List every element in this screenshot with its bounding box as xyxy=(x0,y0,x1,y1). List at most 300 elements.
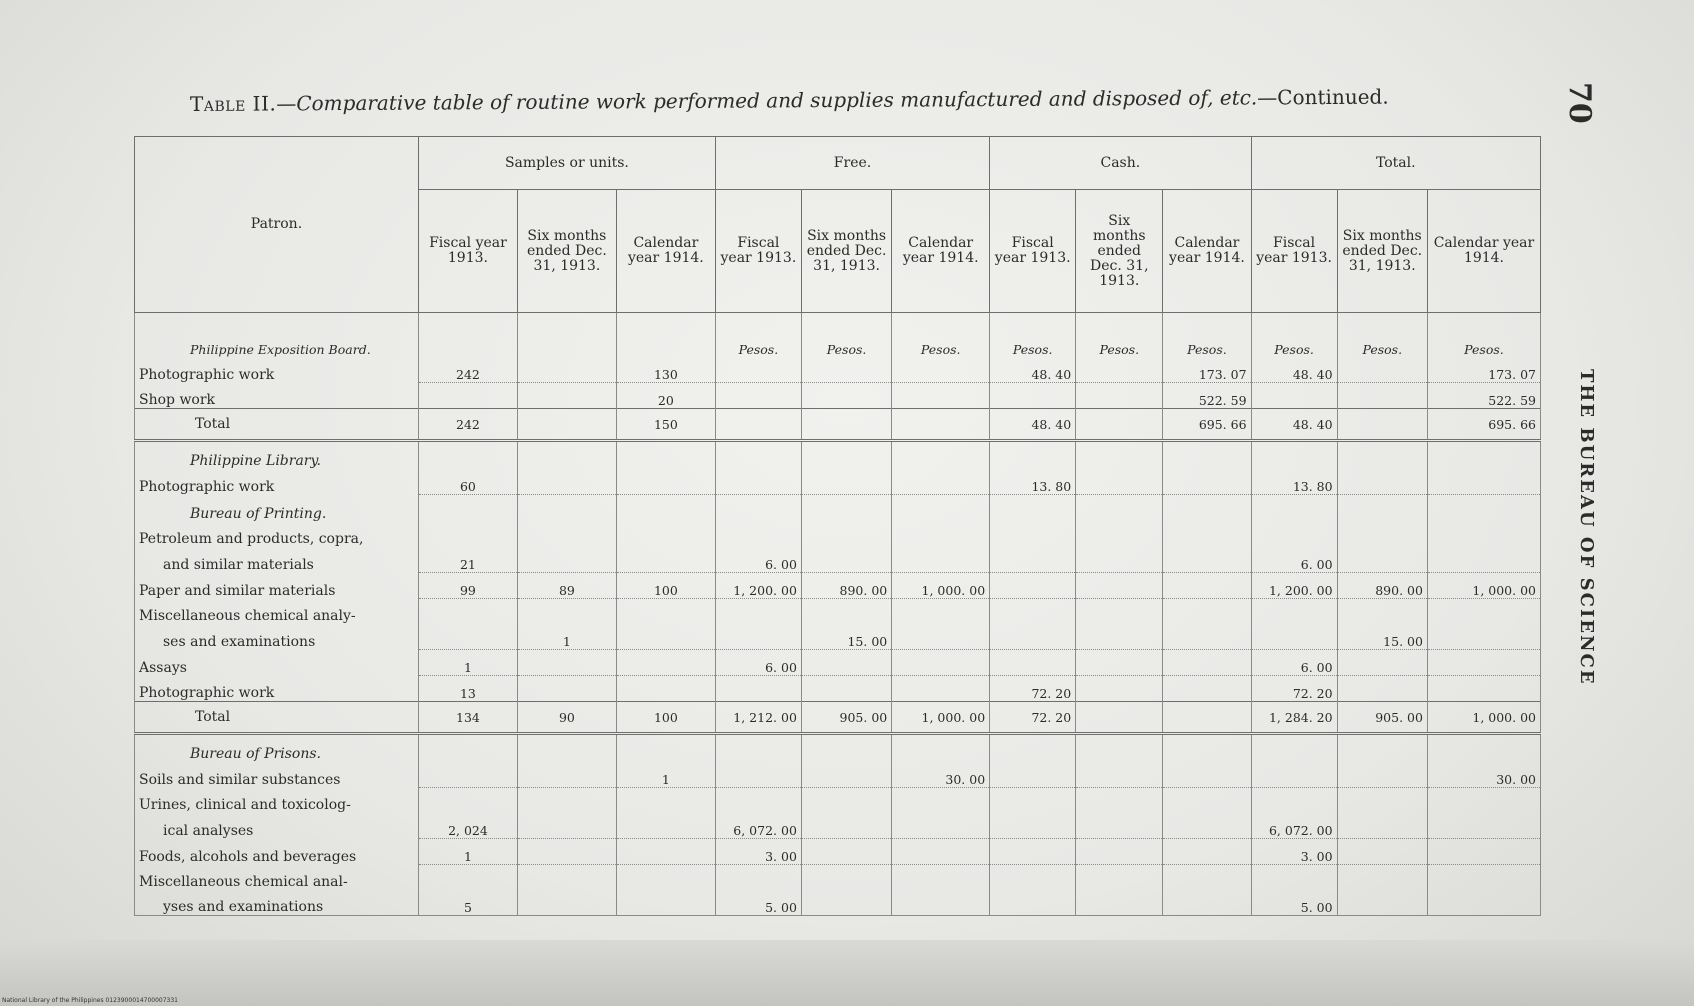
table-cell xyxy=(1251,762,1337,788)
table-cell: 30. 00 xyxy=(1427,762,1540,788)
table-cell xyxy=(1427,890,1540,916)
total-cell: 48. 40 xyxy=(1251,409,1337,441)
table-cell xyxy=(1337,839,1427,865)
empty-cell xyxy=(801,599,891,625)
empty-cell xyxy=(1076,441,1163,470)
total-cell: 695. 66 xyxy=(1163,409,1251,441)
table-cell xyxy=(1251,624,1337,650)
table-row xyxy=(135,522,1541,547)
table-cell xyxy=(1427,813,1540,839)
unit-label: Pesos. xyxy=(892,313,990,358)
table-cell xyxy=(517,890,616,916)
table-row xyxy=(135,573,1541,599)
empty-cell xyxy=(1163,495,1251,523)
empty-cell xyxy=(990,599,1076,625)
empty-cell xyxy=(801,734,891,763)
table-title-tail: —Continued. xyxy=(1257,84,1389,110)
patron-header: Patron. xyxy=(135,137,419,313)
total-cell: 100 xyxy=(616,702,715,734)
comparative-table xyxy=(134,136,1541,916)
table-cell xyxy=(990,839,1076,865)
table-cell: 30. 00 xyxy=(892,762,990,788)
table-cell xyxy=(715,357,801,383)
scan-credit: National Library of the Philippines 0123900014700007331 xyxy=(2,997,179,1004)
table-cell xyxy=(892,469,990,495)
row-label: Photographic work xyxy=(135,469,419,495)
empty-cell xyxy=(517,495,616,523)
table-cell: 3. 00 xyxy=(1251,839,1337,865)
header-group-row xyxy=(135,137,1541,190)
table-cell xyxy=(1076,839,1163,865)
table-cell: 6. 00 xyxy=(1251,650,1337,676)
table-cell xyxy=(1076,650,1163,676)
empty-cell xyxy=(1076,522,1163,547)
table-cell xyxy=(1251,383,1337,409)
section-title: Philippine Library. xyxy=(135,441,419,470)
empty-cell xyxy=(517,522,616,547)
group-header: Free. xyxy=(715,137,989,190)
unit-label: Pesos. xyxy=(1337,313,1427,358)
table-cell: 522. 59 xyxy=(1427,383,1540,409)
empty-cell xyxy=(418,788,517,814)
total-cell: 90 xyxy=(517,702,616,734)
empty-cell xyxy=(517,788,616,814)
table-cell: 48. 40 xyxy=(990,357,1076,383)
table-cell xyxy=(990,762,1076,788)
empty-cell xyxy=(1076,865,1163,891)
table-cell xyxy=(715,676,801,702)
table-cell: 173. 07 xyxy=(1163,357,1251,383)
table-row xyxy=(135,650,1541,676)
table-cell xyxy=(1076,762,1163,788)
table-cell: 15. 00 xyxy=(1337,624,1427,650)
row-label: ses and examinations xyxy=(135,624,419,650)
table-cell xyxy=(517,676,616,702)
total-row xyxy=(135,409,1541,441)
table-cell xyxy=(801,650,891,676)
empty-cell xyxy=(1427,441,1540,470)
total-cell xyxy=(1337,409,1427,441)
empty-cell xyxy=(892,865,990,891)
table-cell: 3. 00 xyxy=(715,839,801,865)
empty-cell xyxy=(715,865,801,891)
table-row xyxy=(135,383,1541,409)
table-cell xyxy=(1163,650,1251,676)
table-cell xyxy=(892,890,990,916)
table-cell: 72. 20 xyxy=(990,676,1076,702)
empty-cell xyxy=(715,441,801,470)
table-cell xyxy=(1163,813,1251,839)
unit-label: Pesos. xyxy=(1163,313,1251,358)
sub-header: Calendar year 1914. xyxy=(616,190,715,313)
section-row xyxy=(135,313,1541,358)
empty-cell xyxy=(1337,865,1427,891)
table-cell xyxy=(801,762,891,788)
table-cell xyxy=(990,813,1076,839)
table-cell xyxy=(1427,839,1540,865)
empty-cell xyxy=(1337,599,1427,625)
section-row xyxy=(135,734,1541,763)
table-cell xyxy=(1076,357,1163,383)
empty-cell xyxy=(616,522,715,547)
empty-cell xyxy=(616,599,715,625)
table-cell: 6. 00 xyxy=(1251,547,1337,573)
table-cell xyxy=(517,650,616,676)
empty-cell xyxy=(418,599,517,625)
row-label: Photographic work xyxy=(135,676,419,702)
empty-cell xyxy=(990,495,1076,523)
table-cell xyxy=(801,813,891,839)
table-cell: 48. 40 xyxy=(1251,357,1337,383)
total-cell xyxy=(1076,409,1163,441)
row-label: Paper and similar materials xyxy=(135,573,419,599)
empty-cell xyxy=(418,865,517,891)
table-cell xyxy=(1337,676,1427,702)
table-cell xyxy=(1337,650,1427,676)
empty-cell xyxy=(1251,599,1337,625)
table-cell xyxy=(1163,469,1251,495)
empty-cell xyxy=(1337,522,1427,547)
table-cell: 6, 072. 00 xyxy=(1251,813,1337,839)
row-label: Urines, clinical and toxicolog- xyxy=(135,788,419,814)
row-label: yses and examinations xyxy=(135,890,419,916)
unit-label: Pesos. xyxy=(1251,313,1337,358)
table-cell xyxy=(1163,762,1251,788)
empty-cell xyxy=(418,313,517,358)
empty-cell xyxy=(517,865,616,891)
table-cell: 1, 000. 00 xyxy=(1427,573,1540,599)
table-cell xyxy=(1427,469,1540,495)
total-cell: 905. 00 xyxy=(1337,702,1427,734)
empty-cell xyxy=(418,734,517,763)
table-cell xyxy=(517,547,616,573)
table-cell xyxy=(1163,547,1251,573)
row-label: Assays xyxy=(135,650,419,676)
empty-cell xyxy=(616,788,715,814)
empty-cell xyxy=(1427,788,1540,814)
table-cell xyxy=(892,813,990,839)
empty-cell xyxy=(1427,599,1540,625)
empty-cell xyxy=(1251,865,1337,891)
table-cell: 60 xyxy=(418,469,517,495)
empty-cell xyxy=(892,441,990,470)
table-cell xyxy=(1076,547,1163,573)
table-cell xyxy=(517,762,616,788)
table-cell xyxy=(715,383,801,409)
table-cell xyxy=(801,839,891,865)
empty-cell xyxy=(616,441,715,470)
table-cell xyxy=(1076,890,1163,916)
table-cell xyxy=(1076,813,1163,839)
table-title xyxy=(190,84,1490,116)
table-cell: 13. 80 xyxy=(1251,469,1337,495)
table-cell: 1 xyxy=(418,650,517,676)
empty-cell xyxy=(1337,495,1427,523)
table-cell: 173. 07 xyxy=(1427,357,1540,383)
empty-cell xyxy=(1163,865,1251,891)
total-cell xyxy=(715,409,801,441)
table-cell xyxy=(1163,573,1251,599)
table-row xyxy=(135,547,1541,573)
total-cell: 1, 000. 00 xyxy=(892,702,990,734)
table-row xyxy=(135,357,1541,383)
section-row xyxy=(135,441,1541,470)
table-cell xyxy=(418,624,517,650)
row-label: ical analyses xyxy=(135,813,419,839)
table-cell: 1 xyxy=(616,762,715,788)
table-cell xyxy=(1076,383,1163,409)
table-cell xyxy=(801,469,891,495)
row-label: Photographic work xyxy=(135,357,419,383)
total-cell: 1, 284. 20 xyxy=(1251,702,1337,734)
table-cell xyxy=(990,624,1076,650)
table-cell: 1 xyxy=(517,624,616,650)
table-title-italic: —Comparative table of routine work performed and supplies manufactured and disposed of, etc. xyxy=(276,85,1258,116)
empty-cell xyxy=(990,788,1076,814)
empty-cell xyxy=(1427,734,1540,763)
sub-header: Six months ended Dec. 31, 1913. xyxy=(1076,190,1163,313)
empty-cell xyxy=(990,734,1076,763)
row-label: Miscellaneous chemical anal- xyxy=(135,865,419,891)
sub-header: Calendar year 1914. xyxy=(892,190,990,313)
table-cell xyxy=(1337,469,1427,495)
empty-cell xyxy=(715,788,801,814)
table-cell xyxy=(616,624,715,650)
empty-cell xyxy=(892,788,990,814)
empty-cell xyxy=(418,522,517,547)
table-cell xyxy=(1427,676,1540,702)
section-row xyxy=(135,495,1541,523)
section-title: Bureau of Printing. xyxy=(135,495,419,523)
empty-cell xyxy=(892,734,990,763)
total-cell xyxy=(892,409,990,441)
table-cell xyxy=(616,890,715,916)
table-cell xyxy=(517,469,616,495)
table-cell: 522. 59 xyxy=(1163,383,1251,409)
table-cell xyxy=(616,469,715,495)
empty-cell xyxy=(1427,865,1540,891)
empty-cell xyxy=(715,734,801,763)
total-cell: 48. 40 xyxy=(990,409,1076,441)
table-cell: 6, 072. 00 xyxy=(715,813,801,839)
table-cell xyxy=(1337,813,1427,839)
total-row xyxy=(135,702,1541,734)
total-label: Total xyxy=(135,409,419,441)
empty-cell xyxy=(517,599,616,625)
table-cell xyxy=(1337,762,1427,788)
sub-header: Six months ended Dec. 31, 1913. xyxy=(1337,190,1427,313)
group-header: Samples or units. xyxy=(418,137,715,190)
unit-label: Pesos. xyxy=(1427,313,1540,358)
table-cell: 6. 00 xyxy=(715,547,801,573)
table-row xyxy=(135,469,1541,495)
table-row xyxy=(135,839,1541,865)
row-label: Petroleum and products, copra, xyxy=(135,522,419,547)
table-cell: 13. 80 xyxy=(990,469,1076,495)
empty-cell xyxy=(1251,788,1337,814)
empty-cell xyxy=(715,522,801,547)
table-cell xyxy=(892,547,990,573)
table-cell xyxy=(990,573,1076,599)
table-cell: 13 xyxy=(418,676,517,702)
table-cell: 5 xyxy=(418,890,517,916)
empty-cell xyxy=(1163,441,1251,470)
table-cell xyxy=(1337,547,1427,573)
empty-cell xyxy=(1337,441,1427,470)
row-label: Miscellaneous chemical analy- xyxy=(135,599,419,625)
table-title-lead: Table II. xyxy=(189,91,277,116)
table-cell: 5. 00 xyxy=(715,890,801,916)
unit-label: Pesos. xyxy=(801,313,891,358)
empty-cell xyxy=(1076,599,1163,625)
table-cell xyxy=(892,624,990,650)
empty-cell xyxy=(418,441,517,470)
empty-cell xyxy=(1076,495,1163,523)
empty-cell xyxy=(1251,522,1337,547)
total-cell: 905. 00 xyxy=(801,702,891,734)
table-cell xyxy=(616,676,715,702)
section-title: Philippine Exposition Board. xyxy=(135,313,419,358)
table-cell: 15. 00 xyxy=(801,624,891,650)
table-cell: 890. 00 xyxy=(801,573,891,599)
table-row xyxy=(135,813,1541,839)
sub-header: Fiscal year 1913. xyxy=(715,190,801,313)
table-cell: 21 xyxy=(418,547,517,573)
table-cell xyxy=(715,469,801,495)
empty-cell xyxy=(1251,441,1337,470)
total-cell: 1, 212. 00 xyxy=(715,702,801,734)
empty-cell xyxy=(1163,734,1251,763)
table-cell xyxy=(990,547,1076,573)
table-cell xyxy=(1337,383,1427,409)
empty-cell xyxy=(517,734,616,763)
total-cell xyxy=(801,409,891,441)
table-cell: 89 xyxy=(517,573,616,599)
empty-cell xyxy=(1251,495,1337,523)
table-cell xyxy=(1427,650,1540,676)
table-cell: 5. 00 xyxy=(1251,890,1337,916)
empty-cell xyxy=(517,313,616,358)
row-label: Shop work xyxy=(135,383,419,409)
table-cell xyxy=(616,650,715,676)
empty-cell xyxy=(990,441,1076,470)
sub-header: Calendar year 1914. xyxy=(1163,190,1251,313)
table-cell xyxy=(517,357,616,383)
table-cell xyxy=(990,650,1076,676)
table-cell xyxy=(1076,469,1163,495)
empty-cell xyxy=(1163,788,1251,814)
empty-cell xyxy=(801,495,891,523)
table-row xyxy=(135,676,1541,702)
total-cell xyxy=(517,409,616,441)
empty-cell xyxy=(616,865,715,891)
sub-header: Fiscal year 1913. xyxy=(990,190,1076,313)
table-cell xyxy=(616,839,715,865)
row-label: Soils and similar substances xyxy=(135,762,419,788)
table-cell xyxy=(517,839,616,865)
table-cell: 242 xyxy=(418,357,517,383)
table-cell: 100 xyxy=(616,573,715,599)
total-cell: 150 xyxy=(616,409,715,441)
empty-cell xyxy=(1427,522,1540,547)
table-cell xyxy=(418,762,517,788)
table-cell: 1 xyxy=(418,839,517,865)
table-cell xyxy=(1163,839,1251,865)
table-row xyxy=(135,762,1541,788)
group-header: Total. xyxy=(1251,137,1540,190)
table-cell xyxy=(1163,890,1251,916)
table-cell xyxy=(1337,357,1427,383)
empty-cell xyxy=(1337,788,1427,814)
table-cell xyxy=(418,383,517,409)
table-cell xyxy=(892,357,990,383)
table-cell xyxy=(892,650,990,676)
table-cell xyxy=(990,890,1076,916)
unit-label: Pesos. xyxy=(715,313,801,358)
running-head: THE BUREAU OF SCIENCE xyxy=(1576,369,1597,686)
table-cell xyxy=(892,839,990,865)
table-cell: 72. 20 xyxy=(1251,676,1337,702)
total-cell xyxy=(1076,702,1163,734)
table-cell xyxy=(517,813,616,839)
empty-cell xyxy=(990,865,1076,891)
table-cell: 6. 00 xyxy=(715,650,801,676)
table-row xyxy=(135,865,1541,891)
group-header: Cash. xyxy=(990,137,1251,190)
empty-cell xyxy=(616,495,715,523)
table-cell xyxy=(616,813,715,839)
empty-cell xyxy=(990,522,1076,547)
table-cell xyxy=(517,383,616,409)
table-cell: 1, 200. 00 xyxy=(1251,573,1337,599)
table-cell xyxy=(801,890,891,916)
empty-cell xyxy=(418,495,517,523)
empty-cell xyxy=(1163,599,1251,625)
page-bottom-shadow xyxy=(0,940,1694,1006)
table-cell xyxy=(892,383,990,409)
table-cell xyxy=(801,383,891,409)
empty-cell xyxy=(801,522,891,547)
table-cell xyxy=(616,547,715,573)
row-label: Foods, alcohols and beverages xyxy=(135,839,419,865)
table-row xyxy=(135,890,1541,916)
total-cell: 134 xyxy=(418,702,517,734)
table-cell: 130 xyxy=(616,357,715,383)
page-number: 70 xyxy=(1562,82,1597,124)
table-cell xyxy=(1427,547,1540,573)
total-cell xyxy=(1163,702,1251,734)
table-row xyxy=(135,788,1541,814)
table-cell xyxy=(715,624,801,650)
empty-cell xyxy=(1076,734,1163,763)
empty-cell xyxy=(715,495,801,523)
table-cell: 1, 000. 00 xyxy=(892,573,990,599)
empty-cell xyxy=(1076,788,1163,814)
table-row xyxy=(135,599,1541,625)
table-cell: 1, 200. 00 xyxy=(715,573,801,599)
table-cell xyxy=(1076,624,1163,650)
sub-header: Six months ended Dec. 31, 1913. xyxy=(517,190,616,313)
empty-cell xyxy=(892,522,990,547)
total-cell: 72. 20 xyxy=(990,702,1076,734)
total-cell: 695. 66 xyxy=(1427,409,1540,441)
table-row xyxy=(135,624,1541,650)
total-cell: 1, 000. 00 xyxy=(1427,702,1540,734)
table-cell: 99 xyxy=(418,573,517,599)
empty-cell xyxy=(616,313,715,358)
table-cell xyxy=(801,676,891,702)
table-cell xyxy=(1427,624,1540,650)
